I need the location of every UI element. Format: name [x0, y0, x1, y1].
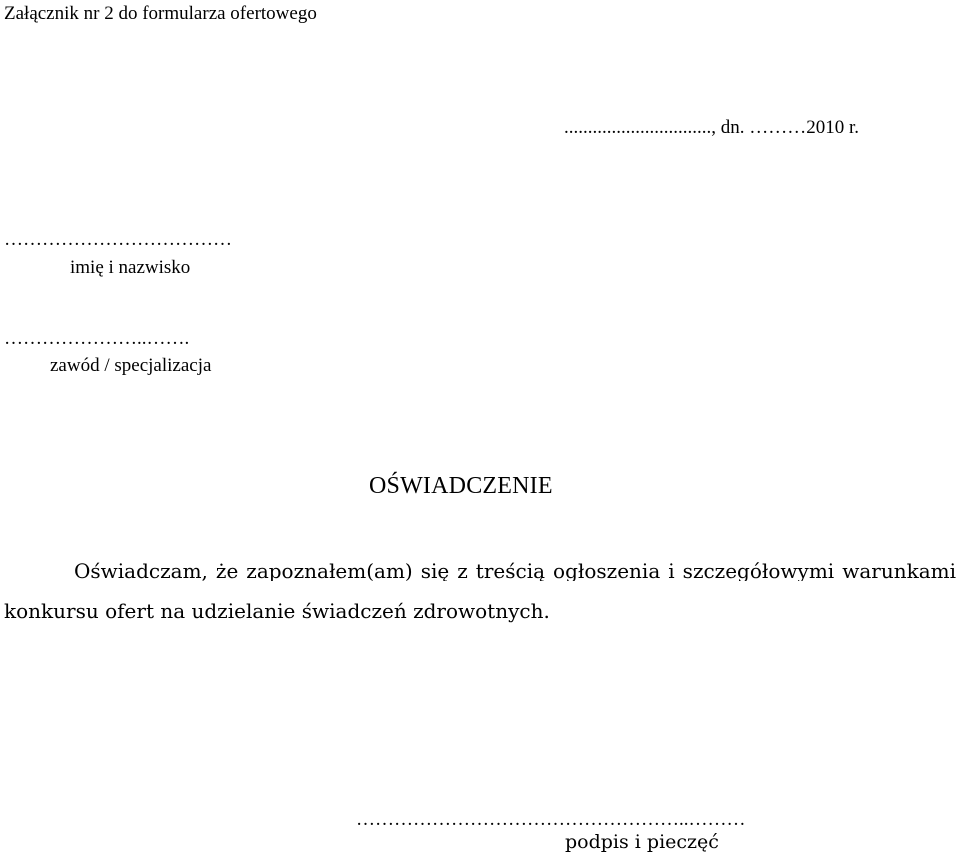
name-fill-line: ……………………………… [4, 229, 232, 250]
signature-label: podpis i pieczęć [565, 831, 719, 853]
profession-fill-line: …………………..……. [4, 328, 190, 349]
name-field-label: imię i nazwisko [70, 257, 191, 278]
profession-field-label: zawód / specjalizacja [50, 355, 212, 376]
place-date-field: ..............................., dn. ………2010 r. [564, 117, 860, 138]
attachment-note: Załącznik nr 2 do formularza ofertowego [4, 3, 317, 24]
document-title: OŚWIADCZENIE [369, 473, 553, 499]
statement-line-2: konkursu ofert na udzielanie świadczeń zdrowotnych. [4, 599, 550, 623]
statement-line-1: Oświadczam, że zapoznałem(am) się z treścią ogłoszenia i szczegółowymi warunkami [74, 561, 956, 581]
signature-fill-line: ……………………………………………..……… [356, 809, 746, 830]
